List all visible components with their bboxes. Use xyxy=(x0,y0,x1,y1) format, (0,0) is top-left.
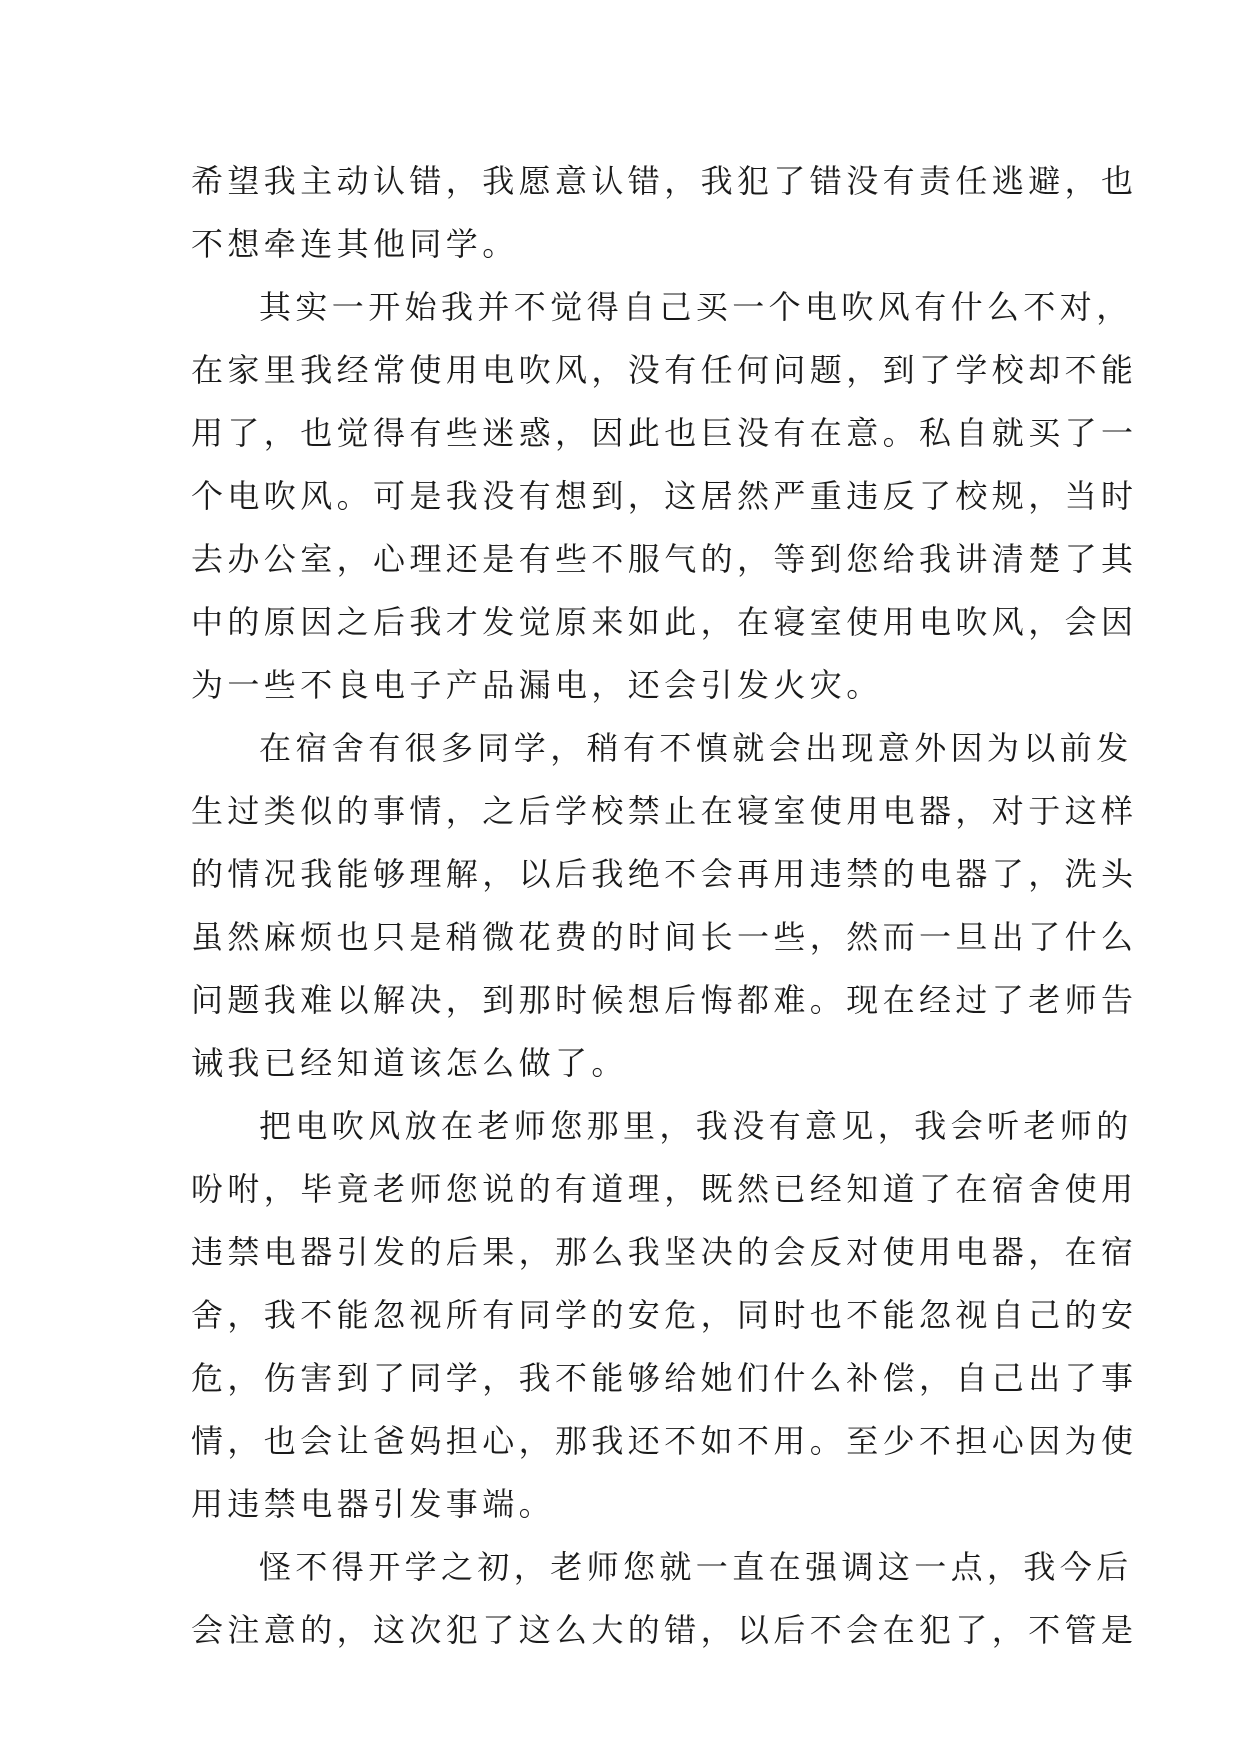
text-line: 把电吹风放在老师您那里，我没有意见，我会听老师的 xyxy=(259,1107,1133,1145)
text-line: 用了，也觉得有些迷惑，因此也巨没有在意。私自就买了一 xyxy=(191,414,1138,452)
text-line: 在家里我经常使用电吹风，没有任何问题，到了学校却不能 xyxy=(191,351,1138,389)
text-line: 其实一开始我并不觉得自己买一个电吹风有什么不对， xyxy=(259,288,1133,326)
text-line: 情，也会让爸妈担心，那我还不如不用。至少不担心因为使 xyxy=(191,1422,1138,1460)
text-line: 危，伤害到了同学，我不能够给她们什么补偿，自己出了事 xyxy=(191,1359,1138,1397)
text-line: 虽然麻烦也只是稍微花费的时间长一些，然而一旦出了什么 xyxy=(191,918,1138,956)
text-line: 在宿舍有很多同学，稍有不慎就会出现意外因为以前发 xyxy=(259,729,1133,767)
text-line: 问题我难以解决，到那时候想后悔都难。现在经过了老师告 xyxy=(191,981,1138,1019)
text-line: 希望我主动认错，我愿意认错，我犯了错没有责任逃避，也 xyxy=(191,162,1138,200)
body-text xyxy=(191,150,1138,1662)
text-line: 不想牵连其他同学。 xyxy=(191,225,519,263)
text-line: 吩咐，毕竟老师您说的有道理，既然已经知道了在宿舍使用 xyxy=(191,1170,1138,1208)
text-line: 会注意的，这次犯了这么大的错，以后不会在犯了，不管是 xyxy=(191,1611,1138,1649)
text-line: 个电吹风。可是我没有想到，这居然严重违反了校规，当时 xyxy=(191,477,1138,515)
text-line: 为一些不良电子产品漏电，还会引发火灾。 xyxy=(191,666,883,704)
text-line: 诫我已经知道该怎么做了。 xyxy=(191,1044,628,1082)
text-line: 用违禁电器引发事端。 xyxy=(191,1485,556,1523)
text-line: 的情况我能够理解，以后我绝不会再用违禁的电器了，洗头 xyxy=(191,855,1138,893)
text-line: 生过类似的事情，之后学校禁止在寝室使用电器，对于这样 xyxy=(191,792,1138,830)
text-line: 中的原因之后我才发觉原来如此，在寝室使用电吹风，会因 xyxy=(191,603,1138,641)
text-line: 舍，我不能忽视所有同学的安危，同时也不能忽视自己的安 xyxy=(191,1296,1138,1334)
text-line: 怪不得开学之初，老师您就一直在强调这一点，我今后 xyxy=(259,1548,1133,1586)
text-line: 违禁电器引发的后果，那么我坚决的会反对使用电器，在宿 xyxy=(191,1233,1138,1271)
text-line: 去办公室，心理还是有些不服气的，等到您给我讲清楚了其 xyxy=(191,540,1138,578)
